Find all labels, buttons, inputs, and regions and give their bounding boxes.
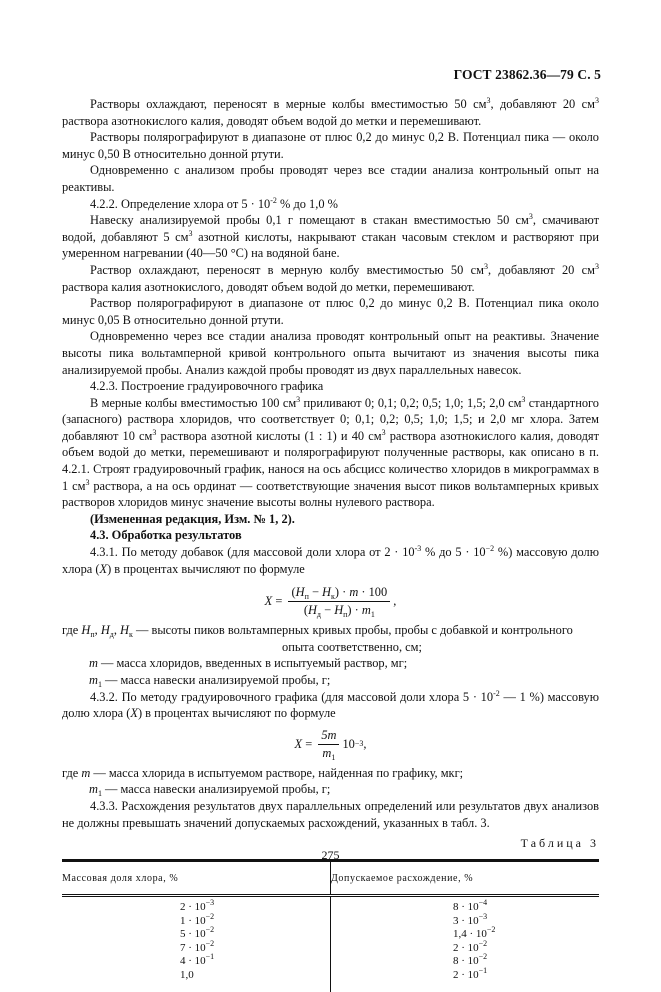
where-m1-sample: $m_1$ — масса навески анализируемой пробы, г; — [89, 782, 331, 799]
page-number: 275 — [321, 848, 340, 862]
paragraph-polarography-2: Раствор полярографируют в диапазоне от плюс 0,2 до минус 0,2 В. Потенциал пика около минус 0,05 В относительно донной ртути. — [62, 296, 599, 327]
formula-calibration-method: X = $\frac{5m}{m_1}$ 10 −3 , — [294, 727, 367, 762]
table-3 — [62, 859, 599, 992]
document-header: ГОСТ 23862.36—79 С. 5 — [453, 67, 601, 82]
where-m: m — масса хлоридов, введенных в испытуемый раствор, мг; — [89, 656, 408, 671]
table-cell-mass: $4 \cdot 10^{-1}$ — [180, 952, 215, 968]
table-cell-mass: $7 \cdot 10^{-2}$ — [180, 938, 215, 954]
table-cell-mass: $2 \cdot 10^{-3}$ — [180, 898, 215, 914]
table-cell-tolerance: $3 \cdot 10^{-3}$ — [453, 911, 488, 927]
table-cell-mass: 1,0 — [180, 968, 194, 981]
table-caption: Таблица 3 — [520, 836, 599, 851]
where-m1: $m_1$ — масса навески анализируемой пробы, г; — [89, 673, 331, 689]
table-cell-tolerance: $8 \cdot 10^{-2}$ — [453, 952, 488, 968]
table-cell-tolerance: $8 \cdot 10^{-4}$ — [453, 898, 488, 914]
where-m-chloride: где m — масса хлорида в испытуемом растворе, найденная по графику, мкг; — [62, 765, 464, 780]
table-cell-tolerance: $1,4 \cdot 10^{-2}$ — [453, 925, 496, 941]
formula-additions-method: X = $\frac{(H_п - H_к) \cdot m \cdot 100}{(H_д - H_п) \cdot m_1}$ , — [264, 585, 397, 620]
table-cell-tolerance: $2 \cdot 10^{-1}$ — [453, 965, 488, 981]
table-header-tolerance: Допускаемое расхождение, % — [331, 860, 600, 896]
paragraph-cooling: Растворы охлаждают, переносят в мерные колбы вместимостью 50 $см^3$, добавляют 20 $см^3$ раствора азотнокислого калия, доводят объем водой до метки и перемешивают. — [62, 96, 599, 128]
paragraph-cooling-2: Раствор охлаждают, переносят в мерную колбу вместимостью 50 $см^3$, добавляют 20 $см^3$ раствора калия азотнокислого, доводят объем водой до метки, перемешивают. — [62, 261, 599, 294]
amendment-note: (Измененная редакция, Изм. № 1, 2). — [90, 511, 295, 526]
paragraph-4-3-2: 4.3.2. По методу градуировочного графика (для массовой доли хлора $5 \cdot 10^{-2}$ — 1 %) массовую долю хлора (X) в процентах вычисляют по формуле — [62, 688, 599, 721]
section-heading-4-3: 4.3. Обработка результатов — [90, 528, 242, 543]
where-heights: где $H_п$, $H_д$, $H_к$ — высоты пиков вольтамперных кривых пробы, пробы с добавкой и контрольного — [62, 623, 573, 640]
paragraph-4-3-3: 4.3.3. Расхождения результатов двух параллельных определений или результатов двух анализов не должны превышать значений допускаемых расхождений, указанных в табл. 3. — [62, 798, 599, 830]
table-cell-mass: $1 \cdot 10^{-2}$ — [180, 911, 215, 927]
paragraph-calibration: В мерные колбы вместимостью 100 $см^3$ приливают 0; 0,1; 0,2; 0,5; 1,0; 1,5; 2,0 $см^3$ стандартного (запасного) раствора хлоридов, что соответствует 0; 0,1; 0,2; 0,5; 1,0; 1,5; и 2,0 мг хлора. Затем добавляют 10 $см^3$ раствора азотной кислоты (1 : 1) и 40 $см^3$ раствора азотнокислого калия, доводят объем водой до метки, перемешивают и полярографируют полученные растворы, как описано в п. 4.2.1. Строят градуировочный график, нанося на ось абсцисс количество хлоридов в микрограммах в 1 $см^3$ раствора, а на ось ординат — соответствующие значения высот пиков вольтамперных кривых растворов хлоридов минус значение высоты волны нулевого раствора. — [62, 394, 599, 510]
section-heading-4-2-3: 4.2.3. Построение градуировочного графика — [90, 379, 324, 394]
section-heading-4-2-2: 4.2.2. Определение хлора от $5 \cdot 10^{-2}$ % до 1,0 % — [90, 195, 338, 211]
paragraph-control-1: Одновременно с анализом пробы проводят через все стадии анализа контрольный опыт на реактивы. — [62, 163, 599, 194]
paragraph-polarography-1: Растворы полярографируют в диапазоне от плюс 0,2 до минус 0,2 В. Потенциал пика — около минус 0,50 В относительно донной ртути. — [62, 130, 599, 161]
paragraph-sample: Навеску анализируемой пробы 0,1 г помещают в стакан вместимостью 50 $см^3$, смачивают водой, добавляют 5 $см^3$ азотной кислоты, накрывают стакан часовым стеклом и растворяют при умеренном нагревании (40—50 °С) на водяной бане. — [62, 212, 600, 261]
where-heights-cont: опыта соответственно, см; — [282, 639, 422, 654]
table-cell-tolerance: $2 \cdot 10^{-2}$ — [453, 938, 488, 954]
paragraph-4-3-1: 4.3.1. По методу добавок (для массовой доли хлора от $2 \cdot 10^{-3}$ % до $5 \cdot 10^{-2}$ %) массовую долю хлора (X) в процентах вычисляют по формуле — [62, 544, 599, 576]
table-header-mass-fraction: Массовая доля хлора, % — [62, 860, 331, 896]
paragraph-control-2: Одновременно через все стадии анализа проводят контрольный опыт на реактивы. Значение высоты пика вольтамперной кривой контрольного опыта вычитают из значения высоты пика анализируемой пробы. Анализ каждой пробы проводят из двух параллельных навесок. — [62, 329, 599, 377]
table-row — [62, 896, 599, 992]
table-cell-mass: $5 \cdot 10^{-2}$ — [180, 925, 215, 941]
